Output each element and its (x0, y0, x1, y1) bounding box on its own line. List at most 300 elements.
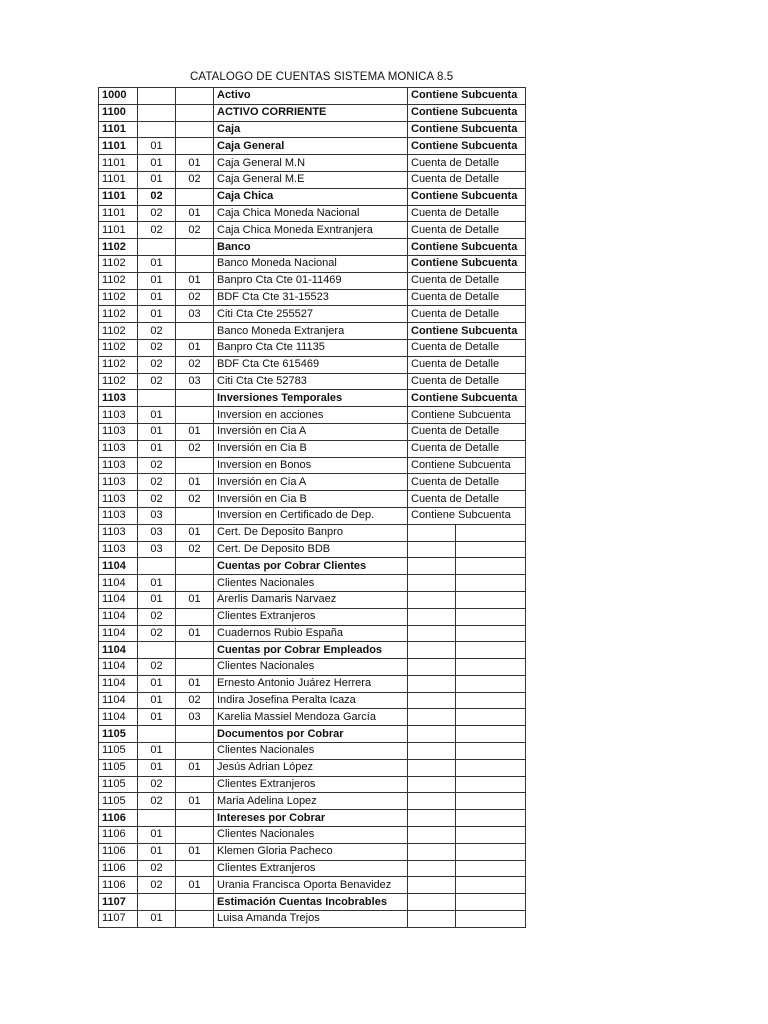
subaccount-level1-cell: 01 (138, 827, 176, 844)
account-row (99, 911, 526, 928)
account-code-cell: 1000 (99, 88, 138, 105)
account-row (99, 558, 526, 575)
account-code-cell: 1101 (99, 222, 138, 239)
account-type-cell: Contiene Subcuenta (408, 104, 526, 121)
account-row (99, 272, 526, 289)
subaccount-level2-cell: 01 (176, 877, 214, 894)
account-name-cell: Banpro Cta Cte 01-11469 (214, 272, 408, 289)
account-code-cell: 1104 (99, 709, 138, 726)
account-code-cell: 1101 (99, 188, 138, 205)
account-row (99, 289, 526, 306)
empty-cell (408, 659, 456, 676)
subaccount-level1-cell (138, 642, 176, 659)
account-row (99, 625, 526, 642)
subaccount-level2-cell (176, 323, 214, 340)
subaccount-level2-cell (176, 457, 214, 474)
account-name-cell: BDF Cta Cte 615469 (214, 356, 408, 373)
account-code-cell: 1107 (99, 894, 138, 911)
account-name-cell: Inversion en acciones (214, 407, 408, 424)
empty-cell (456, 793, 526, 810)
subaccount-level1-cell (138, 104, 176, 121)
account-name-cell: Caja General M.E (214, 171, 408, 188)
empty-cell (456, 894, 526, 911)
account-code-cell: 1102 (99, 339, 138, 356)
empty-cell (408, 692, 456, 709)
subaccount-level1-cell: 01 (138, 743, 176, 760)
account-row (99, 843, 526, 860)
account-name-cell: Banco Moneda Nacional (214, 255, 408, 272)
account-code-cell: 1103 (99, 524, 138, 541)
subaccount-level1-cell: 01 (138, 289, 176, 306)
account-name-cell: Inversion en Certificado de Dep. (214, 507, 408, 524)
subaccount-level2-cell (176, 827, 214, 844)
account-name-cell: Banpro Cta Cte 11135 (214, 339, 408, 356)
account-name-cell: Maria Adelina Lopez (214, 793, 408, 810)
account-row (99, 457, 526, 474)
account-code-cell: 1102 (99, 239, 138, 256)
account-code-cell: 1103 (99, 491, 138, 508)
subaccount-level2-cell (176, 239, 214, 256)
subaccount-level1-cell: 01 (138, 591, 176, 608)
subaccount-level2-cell (176, 810, 214, 827)
account-type-cell: Cuenta de Detalle (408, 205, 526, 222)
subaccount-level2-cell: 02 (176, 171, 214, 188)
account-name-cell: Caja (214, 121, 408, 138)
account-name-cell: Banco (214, 239, 408, 256)
account-code-cell: 1104 (99, 675, 138, 692)
subaccount-level1-cell: 02 (138, 474, 176, 491)
subaccount-level2-cell (176, 507, 214, 524)
subaccount-level1-cell: 01 (138, 255, 176, 272)
account-name-cell: Inversión en Cia B (214, 491, 408, 508)
account-name-cell: Clientes Extranjeros (214, 776, 408, 793)
subaccount-level2-cell (176, 911, 214, 928)
empty-cell (408, 759, 456, 776)
subaccount-level2-cell: 02 (176, 222, 214, 239)
subaccount-level1-cell: 02 (138, 659, 176, 676)
account-row (99, 339, 526, 356)
account-name-cell: BDF Cta Cte 31-15523 (214, 289, 408, 306)
account-name-cell: Caja Chica Moneda Exntranjera (214, 222, 408, 239)
account-row (99, 188, 526, 205)
subaccount-level2-cell: 01 (176, 591, 214, 608)
empty-cell (456, 843, 526, 860)
subaccount-level1-cell: 03 (138, 524, 176, 541)
subaccount-level1-cell: 01 (138, 171, 176, 188)
account-name-cell: Indira Josefina Peralta Icaza (214, 692, 408, 709)
empty-cell (456, 743, 526, 760)
account-row (99, 692, 526, 709)
account-row (99, 373, 526, 390)
account-row (99, 507, 526, 524)
subaccount-level2-cell (176, 558, 214, 575)
account-type-cell: Contiene Subcuenta (408, 323, 526, 340)
account-code-cell: 1101 (99, 121, 138, 138)
account-code-cell: 1106 (99, 810, 138, 827)
subaccount-level1-cell: 02 (138, 339, 176, 356)
account-row (99, 575, 526, 592)
account-row (99, 877, 526, 894)
subaccount-level1-cell: 02 (138, 860, 176, 877)
account-code-cell: 1104 (99, 642, 138, 659)
account-type-cell: Cuenta de Detalle (408, 356, 526, 373)
account-code-cell: 1104 (99, 692, 138, 709)
account-name-cell: Clientes Nacionales (214, 827, 408, 844)
subaccount-level1-cell: 02 (138, 188, 176, 205)
account-row (99, 104, 526, 121)
subaccount-level1-cell: 02 (138, 373, 176, 390)
account-name-cell: Citi Cta Cte 255527 (214, 306, 408, 323)
account-row (99, 524, 526, 541)
empty-cell (408, 810, 456, 827)
account-type-cell: Cuenta de Detalle (408, 306, 526, 323)
subaccount-level2-cell (176, 608, 214, 625)
subaccount-level2-cell: 03 (176, 373, 214, 390)
account-type-cell: Cuenta de Detalle (408, 155, 526, 172)
account-code-cell: 1105 (99, 759, 138, 776)
account-row (99, 759, 526, 776)
subaccount-level1-cell: 02 (138, 608, 176, 625)
empty-cell (456, 709, 526, 726)
subaccount-level2-cell: 02 (176, 440, 214, 457)
account-name-cell: Inversion en Bonos (214, 457, 408, 474)
subaccount-level2-cell: 01 (176, 759, 214, 776)
subaccount-level2-cell: 01 (176, 155, 214, 172)
subaccount-level2-cell (176, 575, 214, 592)
subaccount-level2-cell (176, 104, 214, 121)
account-row (99, 88, 526, 105)
empty-cell (456, 575, 526, 592)
empty-cell (408, 524, 456, 541)
subaccount-level1-cell (138, 726, 176, 743)
account-row (99, 205, 526, 222)
account-code-cell: 1105 (99, 793, 138, 810)
empty-cell (408, 558, 456, 575)
account-code-cell: 1102 (99, 272, 138, 289)
subaccount-level1-cell: 01 (138, 709, 176, 726)
subaccount-level1-cell: 01 (138, 138, 176, 155)
empty-cell (456, 541, 526, 558)
account-type-cell: Contiene Subcuenta (408, 88, 526, 105)
empty-cell (456, 810, 526, 827)
subaccount-level2-cell (176, 121, 214, 138)
subaccount-level1-cell: 02 (138, 457, 176, 474)
subaccount-level1-cell: 01 (138, 423, 176, 440)
subaccount-level1-cell (138, 390, 176, 407)
account-code-cell: 1102 (99, 289, 138, 306)
empty-cell (456, 659, 526, 676)
account-code-cell: 1102 (99, 323, 138, 340)
account-name-cell: Inversión en Cia A (214, 474, 408, 491)
empty-cell (456, 558, 526, 575)
empty-cell (456, 608, 526, 625)
empty-cell (456, 591, 526, 608)
empty-cell (456, 675, 526, 692)
account-code-cell: 1104 (99, 558, 138, 575)
account-type-cell: Cuenta de Detalle (408, 171, 526, 188)
account-type-cell: Cuenta de Detalle (408, 339, 526, 356)
empty-cell (456, 524, 526, 541)
account-type-cell: Cuenta de Detalle (408, 222, 526, 239)
subaccount-level2-cell: 01 (176, 625, 214, 642)
subaccount-level1-cell (138, 239, 176, 256)
subaccount-level1-cell: 01 (138, 575, 176, 592)
account-row (99, 390, 526, 407)
subaccount-level2-cell: 01 (176, 843, 214, 860)
subaccount-level1-cell: 02 (138, 625, 176, 642)
account-row (99, 155, 526, 172)
account-name-cell: Clientes Nacionales (214, 743, 408, 760)
account-row (99, 743, 526, 760)
empty-cell (408, 860, 456, 877)
account-code-cell: 1102 (99, 306, 138, 323)
empty-cell (456, 759, 526, 776)
account-name-cell: Clientes Nacionales (214, 659, 408, 676)
subaccount-level2-cell: 01 (176, 793, 214, 810)
empty-cell (456, 911, 526, 928)
account-name-cell: Estimación Cuentas Incobrables (214, 894, 408, 911)
empty-cell (408, 827, 456, 844)
account-name-cell: Caja General M.N (214, 155, 408, 172)
account-name-cell: Inversión en Cia A (214, 423, 408, 440)
account-row (99, 423, 526, 440)
account-row (99, 323, 526, 340)
account-row (99, 675, 526, 692)
account-row (99, 121, 526, 138)
empty-cell (408, 843, 456, 860)
account-name-cell: Caja Chica Moneda Nacional (214, 205, 408, 222)
subaccount-level1-cell (138, 121, 176, 138)
account-name-cell: Inversión en Cia B (214, 440, 408, 457)
subaccount-level2-cell: 02 (176, 356, 214, 373)
account-code-cell: 1103 (99, 407, 138, 424)
empty-cell (408, 726, 456, 743)
subaccount-level1-cell: 02 (138, 205, 176, 222)
account-code-cell: 1107 (99, 911, 138, 928)
account-row (99, 591, 526, 608)
account-name-cell: Cuadernos Rubio España (214, 625, 408, 642)
empty-cell (456, 625, 526, 642)
account-name-cell: Cert. De Deposito BDB (214, 541, 408, 558)
subaccount-level1-cell: 01 (138, 911, 176, 928)
account-row (99, 440, 526, 457)
subaccount-level1-cell: 01 (138, 306, 176, 323)
account-row (99, 894, 526, 911)
account-row (99, 793, 526, 810)
subaccount-level1-cell: 02 (138, 793, 176, 810)
subaccount-level2-cell (176, 138, 214, 155)
account-row (99, 491, 526, 508)
subaccount-level1-cell (138, 558, 176, 575)
account-type-cell: Cuenta de Detalle (408, 423, 526, 440)
subaccount-level1-cell: 02 (138, 776, 176, 793)
account-row (99, 541, 526, 558)
account-code-cell: 1103 (99, 507, 138, 524)
subaccount-level2-cell (176, 88, 214, 105)
empty-cell (456, 827, 526, 844)
account-code-cell: 1101 (99, 138, 138, 155)
account-code-cell: 1101 (99, 171, 138, 188)
empty-cell (408, 625, 456, 642)
account-name-cell: Inversiones Temporales (214, 390, 408, 407)
subaccount-level2-cell: 01 (176, 205, 214, 222)
account-row (99, 659, 526, 676)
account-code-cell: 1104 (99, 659, 138, 676)
account-name-cell: Clientes Nacionales (214, 575, 408, 592)
empty-cell (408, 776, 456, 793)
account-row (99, 810, 526, 827)
subaccount-level2-cell (176, 188, 214, 205)
account-row (99, 709, 526, 726)
account-code-cell: 1105 (99, 743, 138, 760)
subaccount-level2-cell: 02 (176, 541, 214, 558)
account-name-cell: Cuentas por Cobrar Clientes (214, 558, 408, 575)
account-code-cell: 1102 (99, 373, 138, 390)
subaccount-level1-cell (138, 810, 176, 827)
subaccount-level1-cell: 02 (138, 323, 176, 340)
account-type-cell: Cuenta de Detalle (408, 474, 526, 491)
subaccount-level1-cell (138, 88, 176, 105)
account-name-cell: Banco Moneda Extranjera (214, 323, 408, 340)
subaccount-level2-cell (176, 776, 214, 793)
empty-cell (408, 743, 456, 760)
subaccount-level1-cell (138, 894, 176, 911)
account-code-cell: 1106 (99, 827, 138, 844)
subaccount-level2-cell: 02 (176, 289, 214, 306)
empty-cell (456, 877, 526, 894)
account-name-cell: ACTIVO CORRIENTE (214, 104, 408, 121)
account-row (99, 239, 526, 256)
account-name-cell: Luisa Amanda Trejos (214, 911, 408, 928)
subaccount-level2-cell: 01 (176, 272, 214, 289)
account-row (99, 222, 526, 239)
account-row (99, 171, 526, 188)
account-code-cell: 1103 (99, 457, 138, 474)
subaccount-level2-cell (176, 743, 214, 760)
account-code-cell: 1104 (99, 575, 138, 592)
account-type-cell: Contiene Subcuenta (408, 457, 526, 474)
account-row (99, 407, 526, 424)
account-code-cell: 1103 (99, 541, 138, 558)
accounts-table (98, 87, 526, 928)
subaccount-level2-cell (176, 642, 214, 659)
subaccount-level2-cell (176, 255, 214, 272)
account-name-cell: Jesús Adrian López (214, 759, 408, 776)
subaccount-level2-cell: 02 (176, 491, 214, 508)
empty-cell (408, 675, 456, 692)
subaccount-level2-cell (176, 407, 214, 424)
subaccount-level2-cell: 01 (176, 524, 214, 541)
subaccount-level1-cell: 02 (138, 222, 176, 239)
subaccount-level1-cell: 01 (138, 407, 176, 424)
account-row (99, 726, 526, 743)
account-row (99, 474, 526, 491)
subaccount-level1-cell: 01 (138, 272, 176, 289)
account-code-cell: 1104 (99, 608, 138, 625)
empty-cell (408, 877, 456, 894)
subaccount-level2-cell: 01 (176, 675, 214, 692)
account-code-cell: 1102 (99, 356, 138, 373)
subaccount-level1-cell: 01 (138, 759, 176, 776)
accounts-table-body (99, 88, 526, 928)
account-code-cell: 1103 (99, 390, 138, 407)
account-row (99, 138, 526, 155)
account-code-cell: 1106 (99, 877, 138, 894)
account-code-cell: 1105 (99, 776, 138, 793)
account-name-cell: Urania Francisca Oporta Benavidez (214, 877, 408, 894)
account-code-cell: 1104 (99, 591, 138, 608)
account-type-cell: Contiene Subcuenta (408, 138, 526, 155)
subaccount-level2-cell: 01 (176, 474, 214, 491)
empty-cell (408, 709, 456, 726)
account-code-cell: 1101 (99, 205, 138, 222)
empty-cell (456, 776, 526, 793)
empty-cell (456, 726, 526, 743)
subaccount-level1-cell: 02 (138, 356, 176, 373)
account-code-cell: 1106 (99, 860, 138, 877)
document-title: CATALOGO DE CUENTAS SISTEMA MONICA 8.5 (190, 71, 454, 83)
account-name-cell: Caja Chica (214, 188, 408, 205)
account-code-cell: 1101 (99, 155, 138, 172)
empty-cell (408, 591, 456, 608)
account-type-cell: Cuenta de Detalle (408, 272, 526, 289)
account-name-cell: Intereses por Cobrar (214, 810, 408, 827)
account-type-cell: Contiene Subcuenta (408, 239, 526, 256)
account-row (99, 356, 526, 373)
account-name-cell: Activo (214, 88, 408, 105)
account-code-cell: 1104 (99, 625, 138, 642)
empty-cell (408, 911, 456, 928)
subaccount-level1-cell: 01 (138, 675, 176, 692)
account-type-cell: Cuenta de Detalle (408, 373, 526, 390)
subaccount-level1-cell: 01 (138, 440, 176, 457)
account-code-cell: 1103 (99, 474, 138, 491)
account-name-cell: Klemen Gloria Pacheco (214, 843, 408, 860)
empty-cell (456, 642, 526, 659)
empty-cell (408, 894, 456, 911)
subaccount-level2-cell (176, 860, 214, 877)
account-name-cell: Karelia Massiel Mendoza García (214, 709, 408, 726)
subaccount-level1-cell: 01 (138, 155, 176, 172)
subaccount-level2-cell (176, 726, 214, 743)
account-name-cell: Cert. De Deposito Banpro (214, 524, 408, 541)
empty-cell (408, 642, 456, 659)
account-name-cell: Caja General (214, 138, 408, 155)
account-code-cell: 1103 (99, 440, 138, 457)
account-row (99, 827, 526, 844)
empty-cell (408, 575, 456, 592)
subaccount-level2-cell: 01 (176, 423, 214, 440)
account-name-cell: Ernesto Antonio Juárez Herrera (214, 675, 408, 692)
account-name-cell: Cuentas por Cobrar Empleados (214, 642, 408, 659)
empty-cell (456, 860, 526, 877)
subaccount-level1-cell: 02 (138, 491, 176, 508)
subaccount-level2-cell: 03 (176, 306, 214, 323)
empty-cell (408, 793, 456, 810)
account-row (99, 608, 526, 625)
account-code-cell: 1106 (99, 843, 138, 860)
empty-cell (408, 608, 456, 625)
account-name-cell: Clientes Extranjeros (214, 608, 408, 625)
subaccount-level1-cell: 01 (138, 843, 176, 860)
account-row (99, 776, 526, 793)
account-code-cell: 1103 (99, 423, 138, 440)
account-type-cell: Cuenta de Detalle (408, 440, 526, 457)
account-row (99, 642, 526, 659)
account-type-cell: Cuenta de Detalle (408, 491, 526, 508)
account-name-cell: Arerlis Damaris Narvaez (214, 591, 408, 608)
subaccount-level2-cell: 02 (176, 692, 214, 709)
